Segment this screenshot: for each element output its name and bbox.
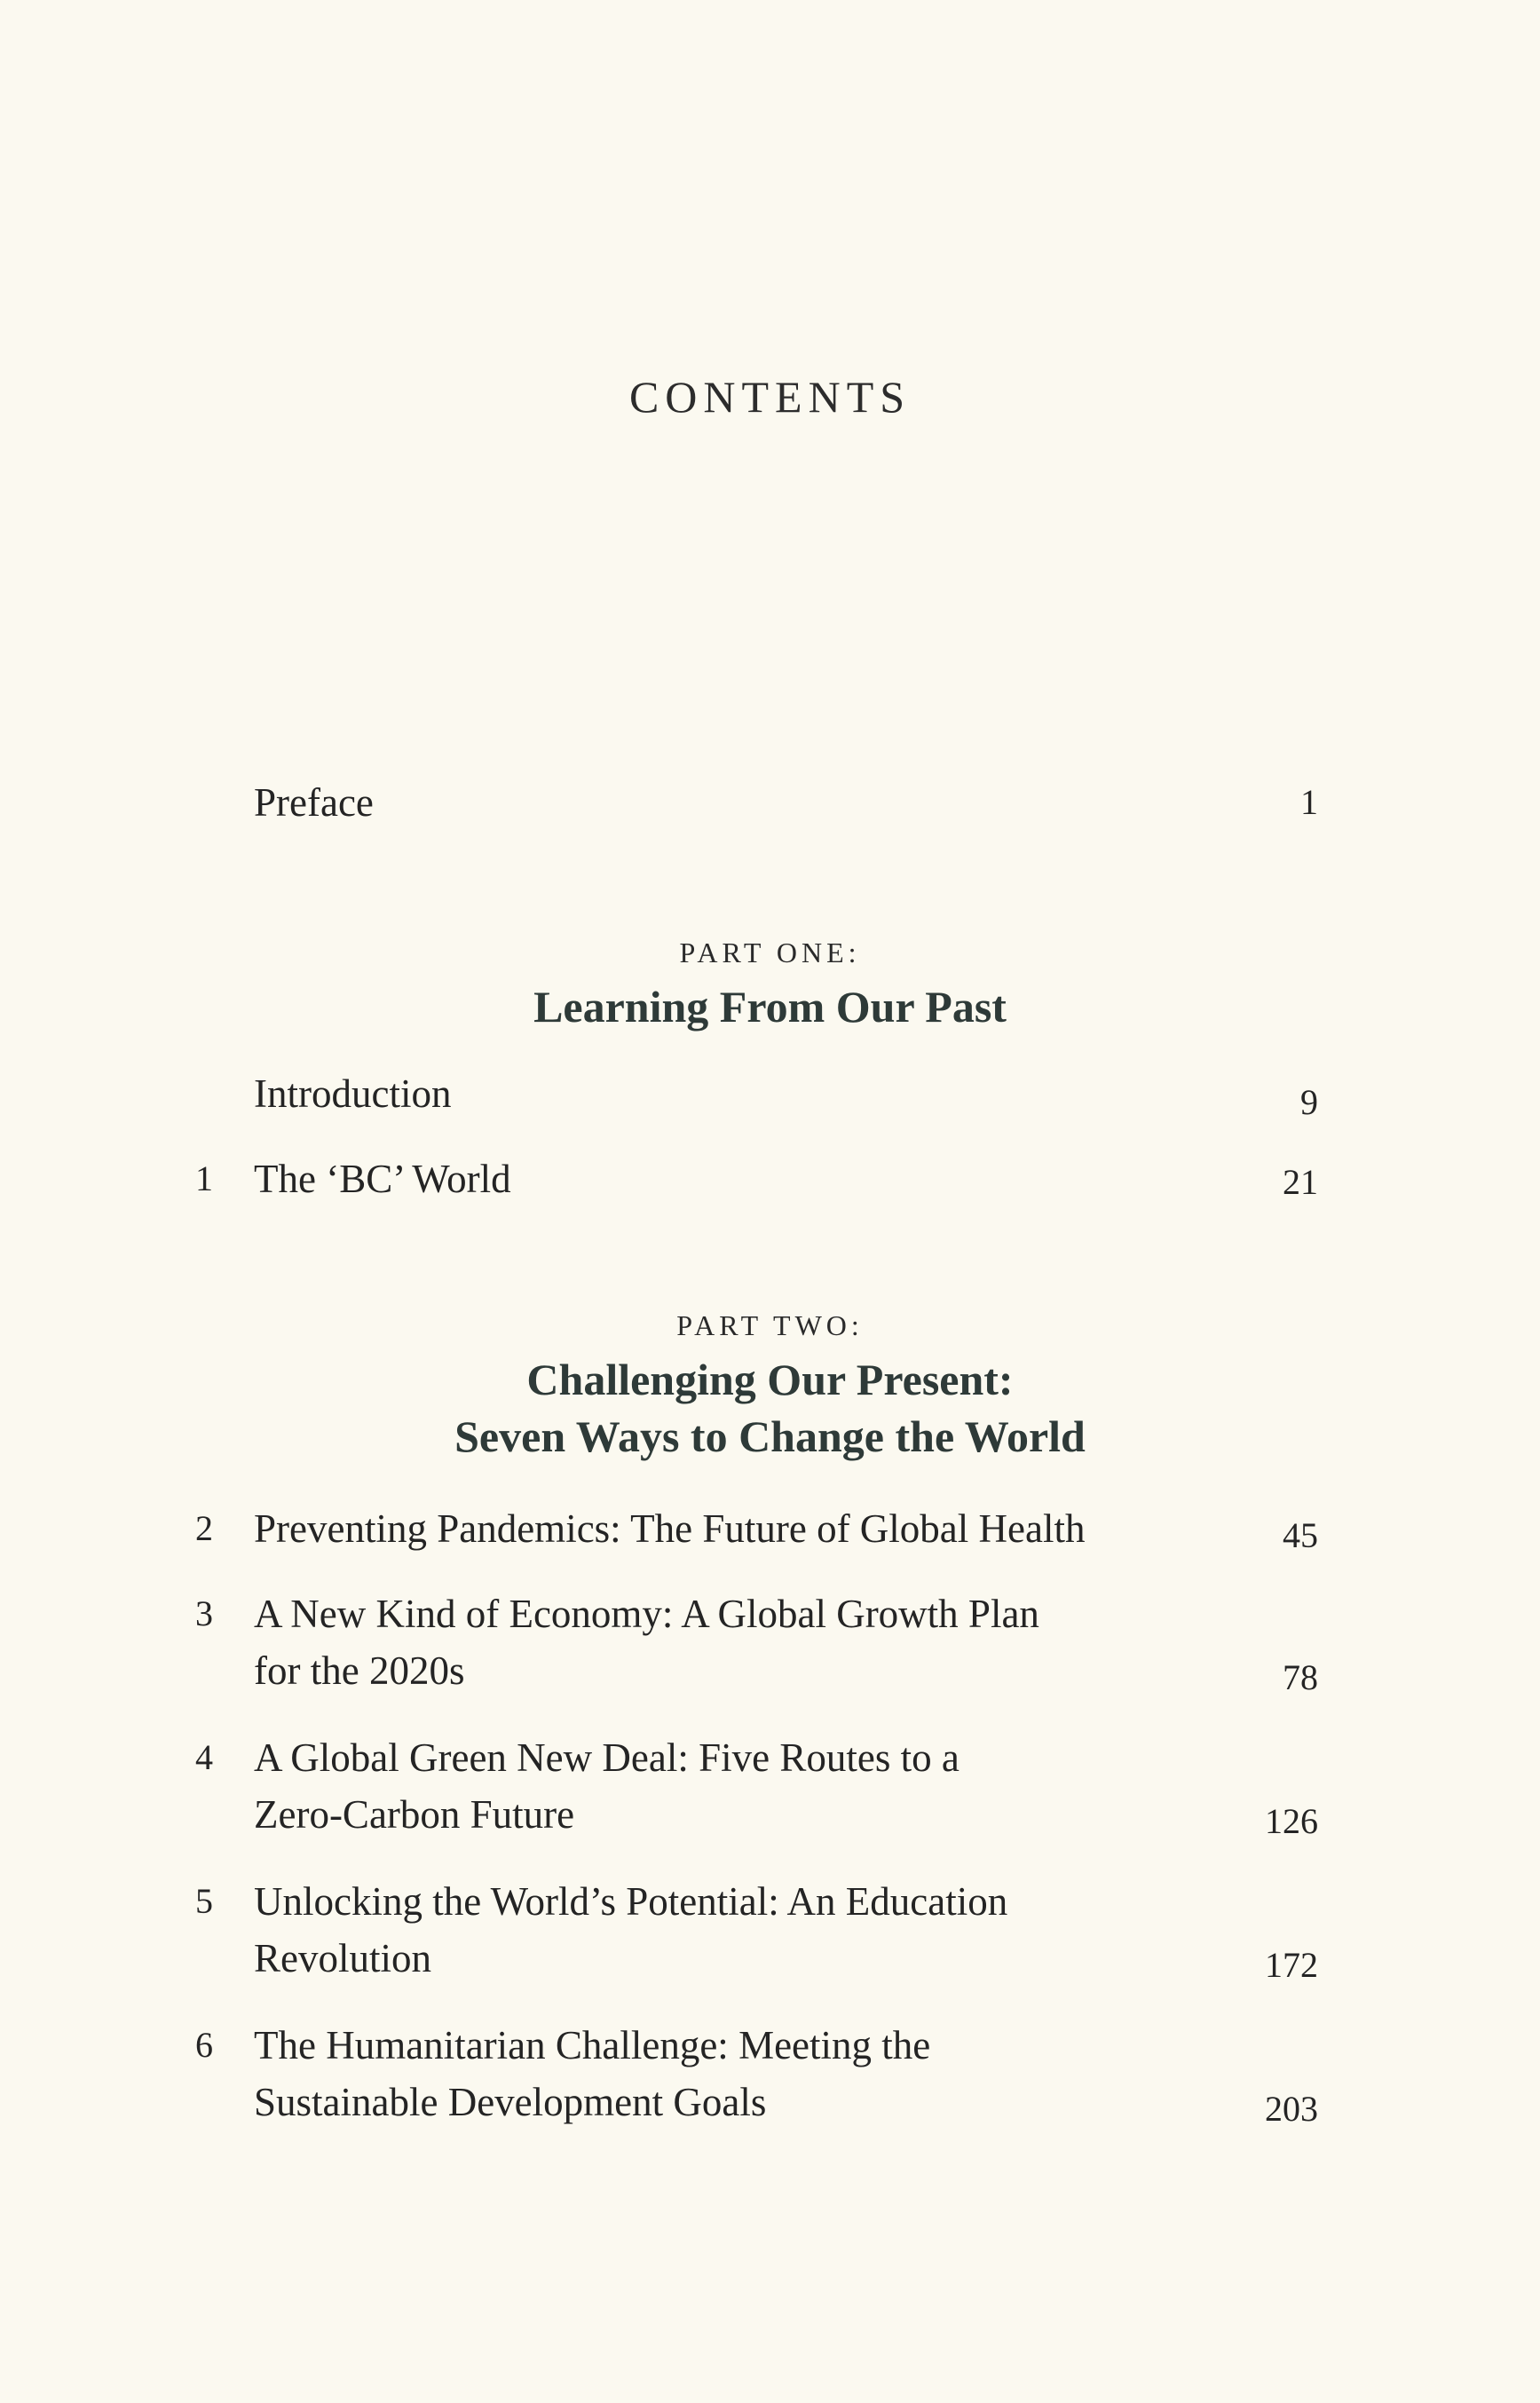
entry-title-line2: Revolution [254,1936,431,1980]
entry-title-line1: Unlocking the World’s Potential: An Education [254,1879,1008,1924]
entry-number: 3 [195,1593,213,1633]
entry-title-line1: A Global Green New Deal: Five Routes to a [254,1735,960,1780]
part-one-title: Learning From Our Past [533,982,1007,1032]
entry-title-line2: for the 2020s [254,1648,465,1693]
entry-page: 1 [1300,782,1318,822]
entry-page: 126 [1265,1801,1318,1841]
entry-number: 1 [195,1158,213,1198]
part-two-title-line1: Challenging Our Present: [526,1355,1014,1404]
part-two-title-line2: Seven Ways to Change the World [454,1411,1086,1461]
entry-page: 78 [1283,1657,1318,1697]
entry-number: 6 [195,2025,213,2065]
entry-number: 5 [195,1881,213,1921]
entry-title-line1: A New Kind of Economy: A Global Growth Plan [254,1592,1039,1636]
entry-title: Preventing Pandemics: The Future of Global Health [254,1506,1086,1551]
entry-page: 172 [1265,1945,1318,1985]
entry-page: 203 [1265,2089,1318,2129]
entry-number: 4 [195,1737,213,1777]
entry-page: 21 [1283,1162,1318,1202]
part-one-label: PART ONE: [679,937,861,968]
entry-page: 45 [1283,1515,1318,1555]
entry-page: 9 [1300,1082,1318,1122]
contents-heading: CONTENTS [628,372,912,422]
entry-number: 2 [195,1508,213,1548]
entry-title: Introduction [254,1071,452,1116]
entry-title: Preface [254,780,374,825]
part-two-label: PART TWO: [676,1309,864,1341]
entry-title-line2: Zero-Carbon Future [254,1792,575,1837]
entry-title: The ‘BC’ World [254,1157,511,1201]
entry-title-line2: Sustainable Development Goals [254,2080,767,2124]
entry-title-line1: The Humanitarian Challenge: Meeting the [254,2023,931,2067]
